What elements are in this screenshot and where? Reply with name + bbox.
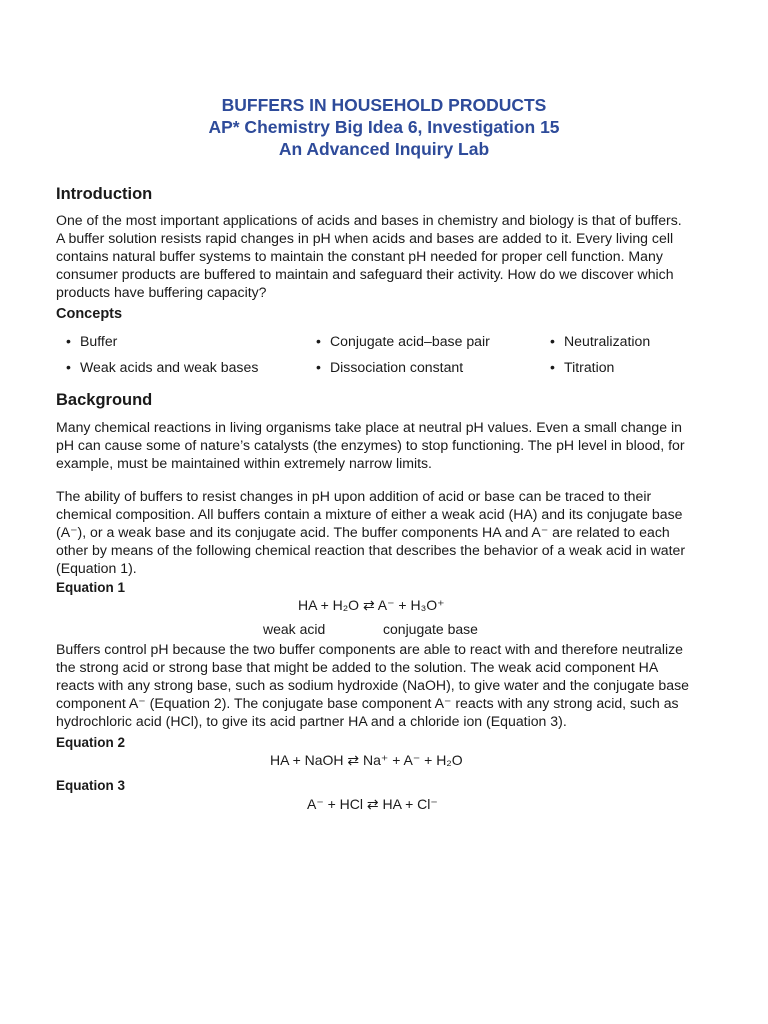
intro-line: One of the most important applications of acids and bases in chemistry and biology is that of buffers. (56, 212, 682, 228)
intro-line: A buffer solution resists rapid changes in pH when acids and bases are added to it. Every living cell (56, 230, 674, 246)
equation-1: HA + H₂O ⇄ A⁻ + H₃O⁺ (298, 597, 445, 613)
concept-label: Buffer (80, 333, 118, 349)
introduction-heading: Introduction (56, 185, 153, 203)
concept-item (306, 358, 463, 376)
background-line: chemical composition. All buffers contain a mixture of either a weak acid (HA) and its conjugate base (56, 506, 683, 522)
equation-2: HA + NaOH ⇄ Na⁺ + A⁻ + H₂O (270, 752, 463, 768)
background-line: (Equation 1). (56, 560, 137, 576)
background-line: (A⁻), or a weak base and its conjugate acid. The buffer components HA and A⁻ are related to each (56, 524, 670, 540)
bullet-icon: • (316, 333, 321, 349)
intro-line: products have buffering capacity? (56, 284, 267, 300)
bullet-icon: • (66, 359, 71, 375)
bullet-icon: • (550, 359, 555, 375)
background-paragraph-1 (56, 418, 718, 472)
background-line: component A⁻ (Equation 2). The conjugate base component A⁻ reacts with any strong acid, such as (56, 695, 679, 711)
concept-item (540, 358, 614, 376)
bullet-icon: • (550, 333, 555, 349)
background-line: Many chemical reactions in living organisms take place at neutral pH values. Even a small change in (56, 419, 682, 435)
title-line-2: AP* Chemistry Big Idea 6, Investigation 15 (208, 117, 560, 137)
equation-3-label: Equation 3 (56, 778, 126, 793)
background-line: reacts with any strong base, such as sodium hydroxide (NaOH), to give water and the conjugate base (56, 677, 689, 693)
bullet-icon: • (316, 359, 321, 375)
equation-1-weak-acid-label: weak acid (263, 621, 326, 637)
concept-item (306, 332, 490, 350)
concepts-heading: Concepts (56, 306, 123, 322)
concepts-list (56, 332, 718, 384)
equation-2-label: Equation 2 (56, 735, 126, 750)
bullet-icon: • (66, 333, 71, 349)
concept-label: Weak acids and weak bases (80, 359, 259, 375)
equation-3: A⁻ + HCl ⇄ HA + Cl⁻ (307, 796, 438, 812)
background-line: other by means of the following chemical reaction that describes the behavior of a weak acid in water (56, 542, 686, 558)
intro-line: consumer products are buffered to maintain and safeguard their activity. How do we discover which (56, 266, 674, 282)
concept-label: Dissociation constant (330, 359, 464, 375)
intro-line: contains natural buffer systems to maintain the constant pH needed for proper cell function. Many (56, 248, 663, 264)
background-line: pH can cause some of nature’s catalysts (the enzymes) to stop functioning. The pH level in blood, for (56, 437, 685, 453)
concept-item (56, 332, 117, 350)
concept-label: Neutralization (564, 333, 651, 349)
concept-item (56, 358, 258, 376)
background-paragraph-2 (56, 487, 718, 577)
background-line: hydrochloric acid (HCl), to give its acid partner HA and a chloride ion (Equation 3). (56, 713, 567, 729)
background-line: the strong acid or strong base that might be added to the solution. The weak acid component HA (56, 659, 659, 675)
background-line: The ability of buffers to resist changes in pH upon addition of acid or base can be traced to their (56, 488, 652, 504)
equation-1-conjugate-base-label: conjugate base (383, 621, 478, 637)
concept-label: Titration (564, 359, 615, 375)
background-heading: Background (56, 391, 153, 409)
concept-item (540, 332, 650, 350)
background-paragraph-3 (56, 640, 718, 730)
title-line-1: BUFFERS IN HOUSEHOLD PRODUCTS (221, 95, 547, 115)
concept-label: Conjugate acid–base pair (330, 333, 490, 349)
equation-1-label: Equation 1 (56, 580, 126, 595)
background-line: Buffers control pH because the two buffer components are able to react with and therefore neutralize (56, 641, 684, 657)
background-line: example, must be maintained within extremely narrow limits. (56, 455, 432, 471)
document-title (0, 94, 768, 160)
introduction-paragraph (56, 211, 718, 301)
title-line-3: An Advanced Inquiry Lab (278, 139, 490, 159)
